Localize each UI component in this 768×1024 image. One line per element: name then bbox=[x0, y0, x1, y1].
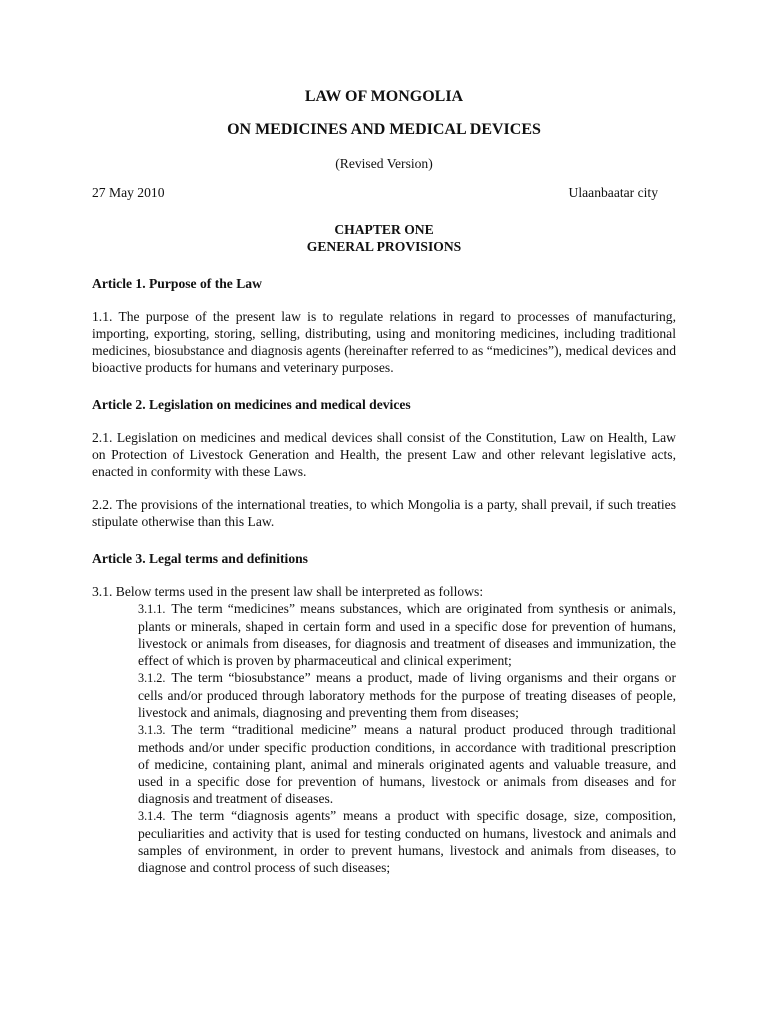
chapter-heading bbox=[92, 221, 676, 255]
definition-number: 3.1.1. bbox=[138, 602, 166, 616]
version-note: (Revised Version) bbox=[335, 156, 433, 171]
article-2-heading: Article 2. Legislation on medicines and medical devices bbox=[92, 397, 411, 412]
definition-text: The term “medicines” means substances, which are originated from synthesis or animals, plants or minerals, shaped in certain form and used in a specific dose for prevention of humans, livestock or animals from diseases, for diagnosis and treatment of diseases and immunization, the effect of which is proven by pharmaceutical and clinical experiment; bbox=[138, 601, 676, 668]
definition-item bbox=[138, 669, 676, 721]
article-1-heading: Article 1. Purpose of the Law bbox=[92, 276, 262, 291]
definition-number: 3.1.2. bbox=[138, 671, 166, 685]
enactment-date: 27 May 2010 bbox=[92, 185, 165, 200]
paragraph-3-1: 3.1. Below terms used in the present law shall be interpreted as follows: bbox=[92, 584, 484, 599]
enactment-place: Ulaanbaatar city bbox=[568, 185, 658, 200]
definition-item bbox=[138, 807, 676, 876]
paragraph-2-1: 2.1. Legislation on medicines and medical devices shall consist of the Constitution, Law on Health, Law on Protection of Livestock Generation and Health, the present Law and other relevant legislative acts, enacted in conformity with these Laws. bbox=[92, 430, 676, 479]
definition-text: The term “biosubstance” means a product, made of living organisms and their organs or cells and/or produced through laboratory methods for the purpose of treating diseases of people, livestock and animals, diagnosing and preventing them from diseases; bbox=[138, 670, 676, 720]
definition-number: 3.1.3. bbox=[138, 723, 166, 737]
definition-text: The term “traditional medicine” means a natural product produced through traditional methods and/or under specific production conditions, in accordance with traditional prescription of medicine, containing plant, animal and minerals originated agents and valuable treasure, and used in a specific dose for prevention of humans, livestock or animals from diseases and for diagnosis and treatment of diseases. bbox=[138, 722, 676, 806]
document-title: LAW OF MONGOLIA bbox=[304, 88, 464, 105]
definition-item bbox=[138, 721, 676, 807]
dateline bbox=[92, 184, 676, 201]
chapter-number: CHAPTER ONE bbox=[334, 222, 434, 237]
definition-text: The term “diagnosis agents” means a product with specific dosage, size, composition, peculiarities and activity that is used for testing conducted on humans, livestock and animals and samples of environment, in order to prevent humans, livestock and animals from diseases, to diagnose and control process of such diseases; bbox=[138, 808, 676, 875]
paragraph-1-1: 1.1. The purpose of the present law is to regulate relations in regard to processes of manufacturing, importing, exporting, storing, selling, distributing, using and monitoring medicines, including traditional medicines, biosubstance and diagnosis agents (hereinafter referred to as “medicines”), medical devices and bioactive products for humans and veterinary purposes. bbox=[92, 309, 676, 375]
paragraph-2-2: 2.2. The provisions of the international treaties, to which Mongolia is a party, shall prevail, if such treaties stipulate otherwise than this Law. bbox=[92, 497, 676, 529]
chapter-name: GENERAL PROVISIONS bbox=[306, 239, 462, 254]
definition-number: 3.1.4. bbox=[138, 809, 166, 823]
definition-item bbox=[138, 600, 676, 669]
article-3-heading: Article 3. Legal terms and definitions bbox=[92, 551, 308, 566]
document-subtitle: ON MEDICINES AND MEDICAL DEVICES bbox=[227, 121, 541, 138]
